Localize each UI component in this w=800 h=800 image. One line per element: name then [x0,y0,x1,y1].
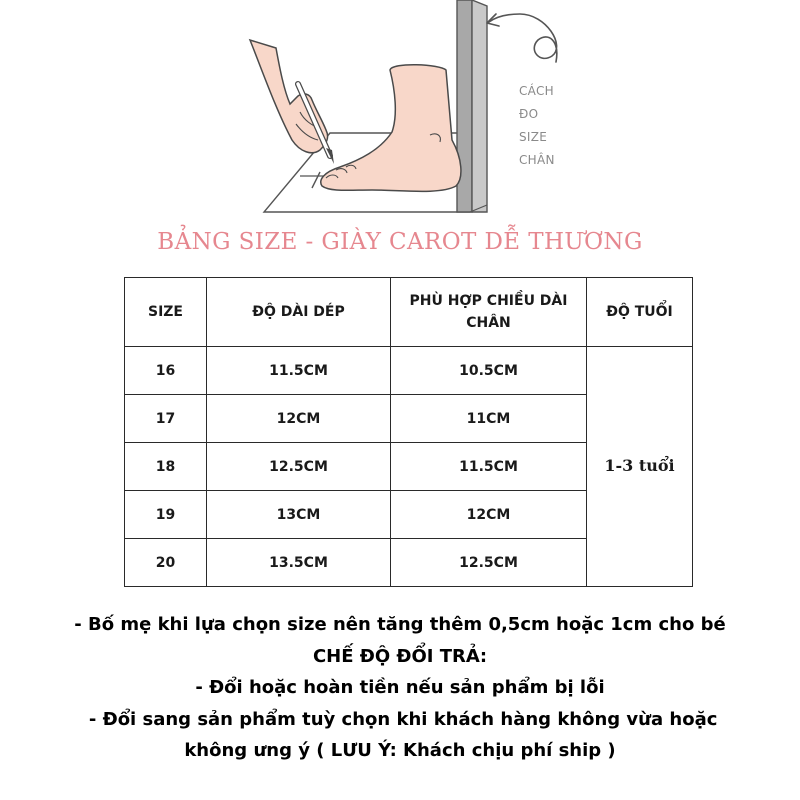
note-line: không ưng ý ( LƯU Ý: Khách chịu phí ship ) [184,740,616,761]
cell-size: 18 [125,443,207,491]
size-chart-title: BẢNG SIZE - GIÀY CAROT DỄ THƯƠNG [157,229,643,255]
header-age: ĐỘ TUỔI [587,278,693,347]
note-line: - Đổi sang sản phẩm tuỳ chọn khi khách hàng không vừa hoặc [82,708,718,730]
header-size: SIZE [125,278,207,347]
note-heading: CHẾ ĐỘ ĐỔI TRẢ: [312,645,488,667]
caption-line: CHÂN [519,153,555,167]
table-header-row [125,278,693,347]
cell-size: 20 [125,539,207,587]
header-length: ĐỘ DÀI DÉP [207,278,391,347]
caption-line: ĐO [519,107,539,121]
cell-length: 12.5CM [207,443,391,491]
note-line: - Bố mẹ khi lựa chọn size nên tăng thêm 0,5cm hoặc 1cm cho bé [74,614,726,635]
wall-icon [457,0,487,212]
foot-icon [321,65,461,192]
cell-size: 19 [125,491,207,539]
cell-foot-length: 12.5CM [391,539,587,587]
cell-length: 13CM [207,491,391,539]
cell-length: 11.5CM [207,347,391,395]
cell-size: 17 [125,395,207,443]
caption-line: SIZE [519,130,548,144]
cell-length: 13.5CM [207,539,391,587]
cell-foot-length: 12CM [391,491,587,539]
cell-foot-length: 10.5CM [391,347,587,395]
policy-notes [0,609,800,767]
curved-arrow-icon [487,14,557,62]
note-line: - Đổi hoặc hoàn tiền nếu sản phẩm bị lỗi [195,677,605,698]
caption-line: CÁCH [519,84,554,98]
cell-foot-length: 11CM [391,395,587,443]
cell-age: 1-3 tuổi [587,347,693,587]
cell-length: 12CM [207,395,391,443]
size-table [124,277,693,587]
cell-foot-length: 11.5CM [391,443,587,491]
foot-measuring-illustration [0,0,800,225]
cell-size: 16 [125,347,207,395]
hand-with-pencil-icon [250,40,334,164]
measuring-caption [519,80,599,172]
header-foot-length: PHÙ HỢP CHIỀU DÀI CHÂN [391,278,587,347]
table-row [125,347,693,395]
